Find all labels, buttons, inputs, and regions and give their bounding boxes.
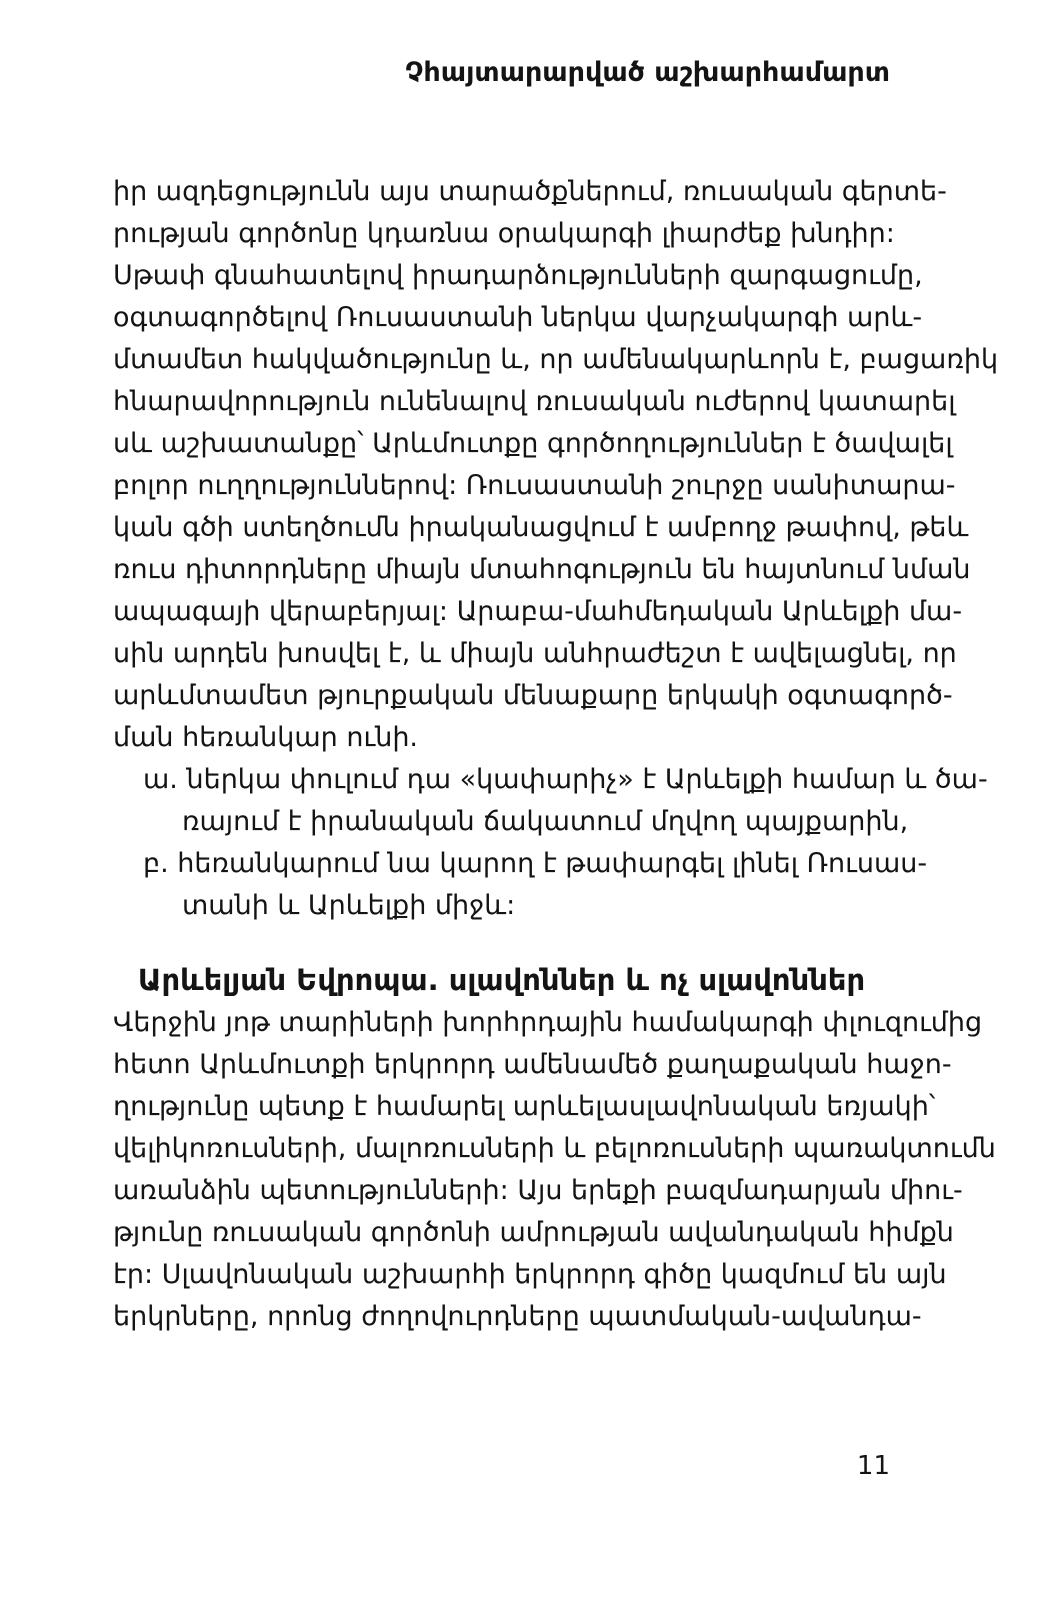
paragraph-line: սին արդեն խոսվել է, և միայն անհրաժեշտ է ավելացնել, որ [113, 638, 957, 669]
paragraph-2 [113, 1002, 996, 1338]
paragraph-line: թյունը ռուսական գործոնի ամրության ավանդական հիմքն [113, 1217, 954, 1248]
paragraph-line: կան գծի ստեղծումն իրականացվում է ամբողջ թափով, թեև [113, 512, 969, 543]
list-item-a-line: ա. ներկա փուլում դա «կափարիչ» է Արևելքի համար և ծա- [143, 764, 988, 795]
paragraph-line: հետո Արևմուտքի երկրորդ ամենամեծ քաղաքական հաջո- [113, 1049, 952, 1080]
paragraph-line: հնարավորություն ունենալով ռուսական ուժերով կատարել [113, 386, 956, 417]
paragraph-line: Սթափ գնահատելով իրադարձությունների զարգացումը, [113, 260, 923, 291]
paragraph-line: էր: Սլավոնական աշխարհի երկրորդ գիծը կազմում են այն [113, 1259, 947, 1290]
paragraph-line: ման հեռանկար ունի. [113, 722, 419, 753]
paragraph-line: ռուս դիտորդները միայն մտահոգություն են հայտնում նման [113, 554, 971, 585]
paragraph-line: առանձին պետությունների: Այս երեքի բազմադարյան միու- [113, 1175, 963, 1206]
paragraph-line: վելիկոռուսների, մալոռուսների և բելոռուսների պառակտումն [113, 1133, 996, 1164]
paragraph-line: բոլոր ուղղություններով: Ռուսաստանի շուրջը սանիտարա- [113, 470, 956, 501]
paragraph-line: Վերջին յոթ տարիների խորհրդային համակարգի փլուզումից [113, 1007, 983, 1038]
lettered-list [113, 759, 988, 927]
paragraph-line: արևմտամետ թյուրքական մենաքարը երկակի օգտագործ- [113, 680, 953, 711]
list-item-b-line: տանի և Արևելքի միջև: [182, 890, 516, 921]
section-heading: Արևելյան Եվրոպա. սլավոններ և ոչ սլավոններ [137, 963, 866, 997]
paragraph-line: ապագայի վերաբերյալ: Արաբա-մահմեդական Արևելքի մա- [113, 596, 963, 627]
paragraph-line: մտամետ հակվածությունը և, որ ամենակարևորն է, բացառիկ [113, 344, 999, 375]
paragraph-1 [113, 171, 999, 759]
body-text [113, 171, 999, 1338]
page-number: 11 [856, 1451, 890, 1481]
paragraph-line: երկրները, որոնց ժողովուրդները պատմական-ավանդա- [113, 1301, 922, 1332]
paragraph-line: ղությունը պետք է համարել արևելասլավոնական եռյակի՝ [113, 1091, 936, 1122]
paragraph-line: օգտագործելով Ռուսաստանի ներկա վարչակարգի արև- [113, 302, 923, 333]
running-head: Չհայտարարված աշխարհամարտ [405, 57, 890, 88]
paragraph-line: րության գործոնը կդառնա օրակարգի լիարժեք խնդիր: [113, 218, 895, 249]
paragraph-line: սև աշխատանքը՝ Արևմուտքը գործողություններ է ծավալել [113, 428, 953, 459]
paragraph-line: իր ազդեցությունն այս տարածքներում, ռուսական գերտե- [113, 176, 947, 207]
list-item-a-line: ռայում է իրանական ճակատում մղվող պայքարին, [182, 806, 909, 837]
list-item-b-line: բ. հեռանկարում նա կարող է թափարգել լինել Ռուսաս- [143, 848, 928, 879]
